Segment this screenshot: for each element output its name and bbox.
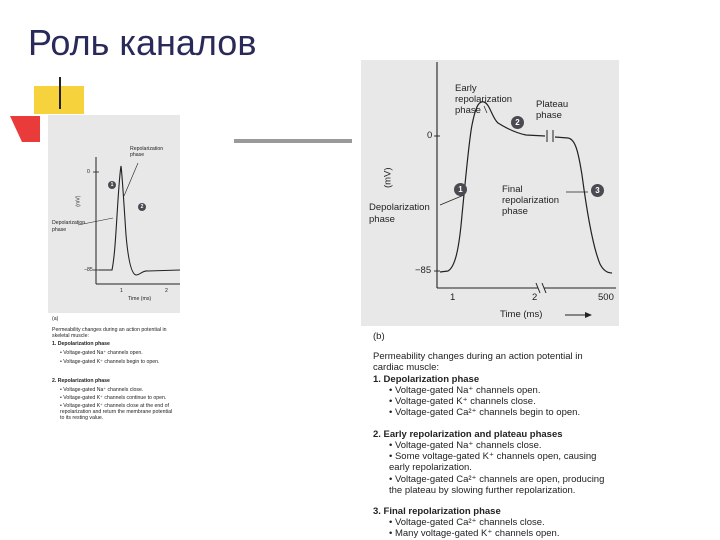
cardiac-x-tick-2: 2 xyxy=(532,292,538,303)
skeletal-caption-intro-line2: skeletal muscle: xyxy=(52,333,89,339)
skeletal-phase2-item: to its resting value. xyxy=(60,415,104,421)
cardiac-phase-1-badge: 1 xyxy=(454,183,467,196)
skeletal-phase2-item: • Voltage-gated K⁺ channels continue to open. xyxy=(60,395,167,401)
cardiac-x-axis-label: Time (ms) xyxy=(500,309,543,320)
cardiac-x-tick-1: 1 xyxy=(450,292,456,303)
cardiac-depolarization-pointer xyxy=(440,195,464,205)
skeletal-phase1-heading: 1. Depolarization phase xyxy=(52,341,110,347)
cardiac-depolarization-label-line2: phase xyxy=(369,214,395,225)
cardiac-phase2-item: • Voltage-gated Na⁺ channels close. xyxy=(389,440,542,451)
cardiac-y-axis-label: (mV) xyxy=(382,167,394,189)
skeletal-phase1-item: • Voltage-gated K⁺ channels begin to open. xyxy=(60,359,160,365)
cardiac-plateau-label-line1: Plateau xyxy=(536,99,569,110)
skeletal-phase2-item: repolarization and return the membrane potential xyxy=(60,409,173,415)
cardiac-final-label-line1: Final xyxy=(502,184,523,195)
cardiac-phase2-item: • Voltage-gated Ca²⁺ channels are open, producing xyxy=(389,474,605,485)
cardiac-phase2-item: early repolarization. xyxy=(389,462,472,473)
cardiac-time-arrowhead xyxy=(585,312,592,318)
skeletal-phase2-item: • Voltage-gated Na⁺ channels close. xyxy=(60,387,144,393)
cardiac-final-label-line2: repolarization xyxy=(502,195,560,206)
skeletal-y-tick-resting: −85 xyxy=(84,267,93,273)
skeletal-x-tick-1: 1 xyxy=(120,288,123,294)
cardiac-phase1-item: • Voltage-gated Na⁺ channels open. xyxy=(389,385,541,396)
skeletal-depolarization-label-line2: phase xyxy=(52,227,67,233)
cardiac-early-label-line3: phase xyxy=(455,105,481,116)
cardiac-phase2-item: the plateau by slowing further repolarization. xyxy=(389,485,576,496)
cardiac-depolarization-label-line1: Depolarization xyxy=(369,202,430,213)
cardiac-y-tick-resting: −85 xyxy=(415,265,432,276)
cardiac-phase-3-badge: 3 xyxy=(591,184,604,197)
cardiac-phase1-heading: 1. Depolarization phase xyxy=(373,374,480,385)
cardiac-final-label-line3: phase xyxy=(502,206,528,217)
skeletal-phase2-heading: 2. Repolarization phase xyxy=(52,378,110,384)
skeletal-panel-tag: (a) xyxy=(52,316,59,322)
cardiac-panel-tag: (b) xyxy=(373,331,385,342)
cardiac-phase1-item: • Voltage-gated Ca²⁺ channels begin to open. xyxy=(389,407,581,418)
cardiac-phase3-item: • Voltage-gated Ca²⁺ channels close. xyxy=(389,517,545,528)
skeletal-phase1-item: • Voltage-gated Na⁺ channels open. xyxy=(60,350,143,356)
cardiac-early-pointer xyxy=(484,106,487,113)
cardiac-phase1-item: • Voltage-gated K⁺ channels close. xyxy=(389,396,536,407)
skeletal-x-axis-label: Time (ms) xyxy=(128,296,152,302)
cardiac-action-potential-curve-fall xyxy=(555,137,612,273)
skeletal-y-tick-zero: 0 xyxy=(87,169,90,175)
cardiac-x-tick-500: 500 xyxy=(598,292,614,303)
slide-title: Роль каналов xyxy=(28,22,257,63)
cardiac-phase-2-badge: 2 xyxy=(511,116,524,129)
skeletal-phase2-item: • Voltage-gated K⁺ channels close at the end of xyxy=(60,403,169,409)
cardiac-early-label-line2: repolarization xyxy=(455,94,513,105)
cardiac-phase3-item: • Many voltage-gated K⁺ channels open. xyxy=(389,528,560,539)
cardiac-phase2-heading: 2. Early repolarization and plateau phases xyxy=(373,429,563,440)
skeletal-repolarization-label-line2: phase xyxy=(130,152,145,158)
skeletal-phase-2-badge: 2 xyxy=(138,203,146,211)
skeletal-y-axis-label: (mV) xyxy=(75,195,82,207)
cardiac-phase3-heading: 3. Final repolarization phase xyxy=(373,506,501,517)
cardiac-phase2-item: • Some voltage-gated K⁺ channels open, causing xyxy=(389,451,597,462)
cardiac-early-label-line1: Early xyxy=(455,83,477,94)
cardiac-caption-intro-line1: Permeability changes during an action potential in xyxy=(373,351,583,362)
cardiac-y-tick-zero: 0 xyxy=(427,130,433,141)
skeletal-depolarization-label-line1: Depolarization xyxy=(52,220,86,226)
cardiac-caption-intro-line2: cardiac muscle: xyxy=(373,362,439,373)
skeletal-phase-1-badge: 1 xyxy=(108,181,116,189)
skeletal-caption-intro-line1: Permeability changes during an action potential in xyxy=(52,327,167,333)
skeletal-repolarization-label-line1: Repolarization xyxy=(130,146,164,152)
skeletal-x-tick-2: 2 xyxy=(165,288,168,294)
cardiac-plateau-label-line2: phase xyxy=(536,110,562,121)
